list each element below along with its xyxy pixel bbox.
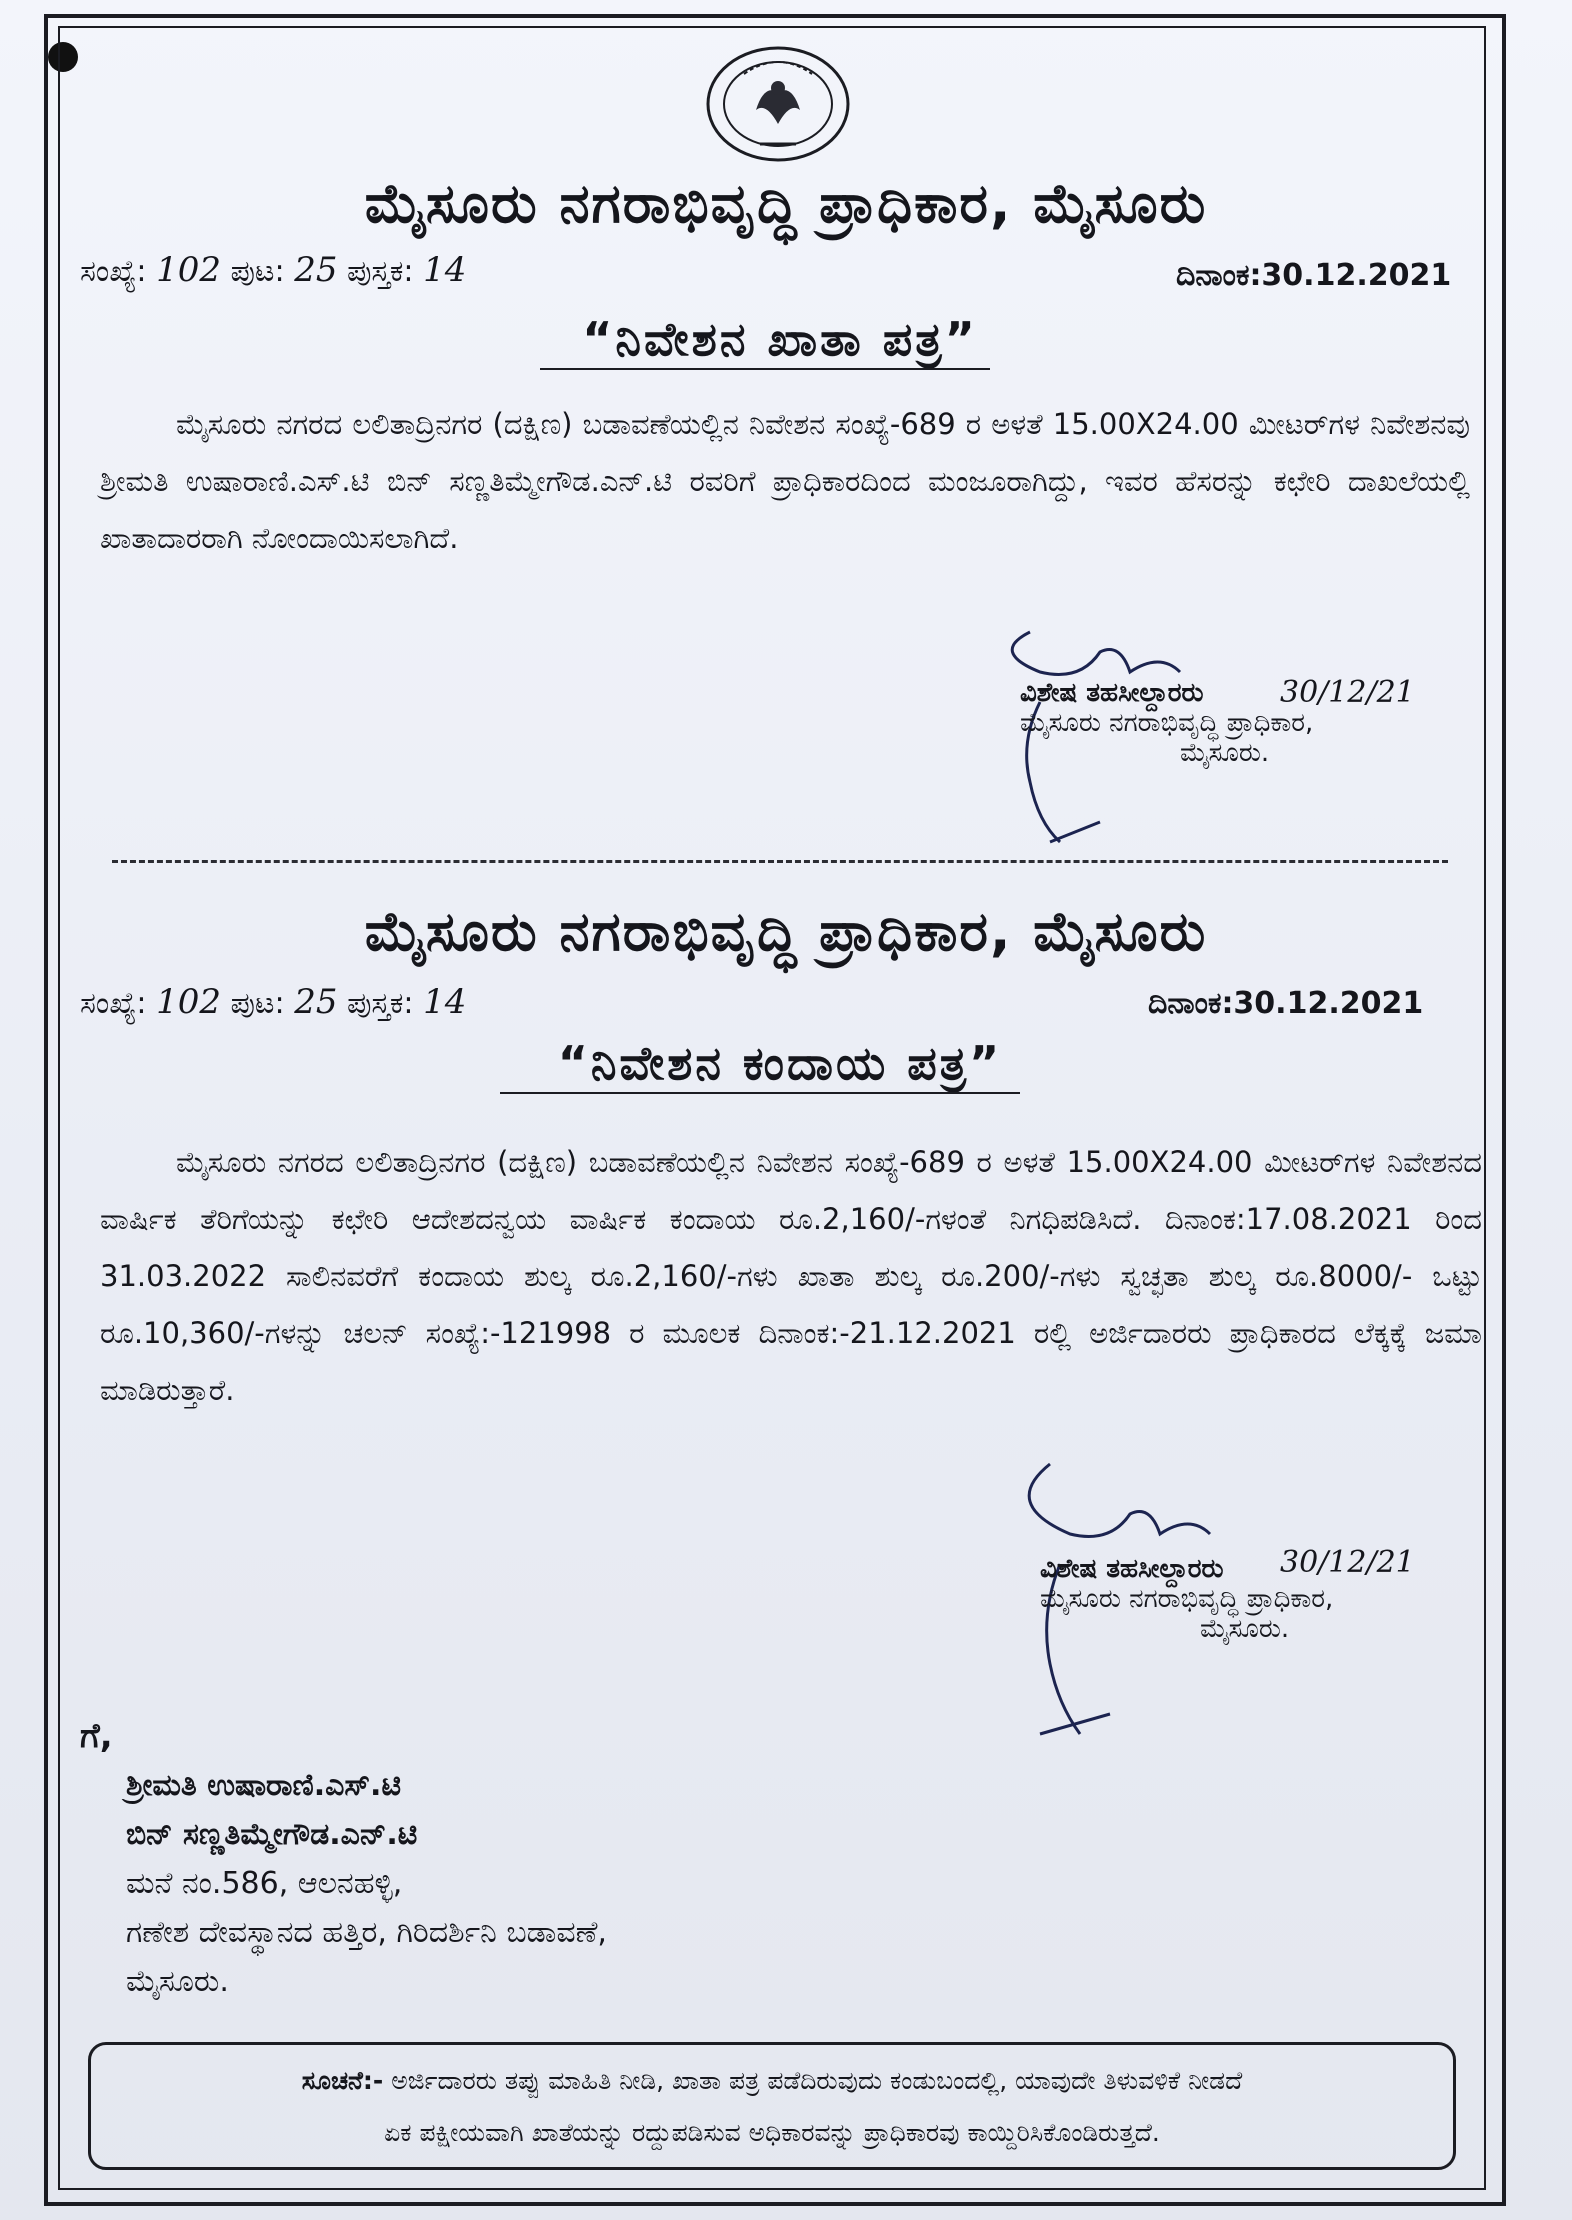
notice-line-1 [91,2055,1453,2107]
address-line: ಬಿನ್ ಸಣ್ಣತಿಮ್ಮೇಗೌಡ.ಎನ್.ಟಿ [126,1817,418,1852]
signatory-title: ವಿಶೇಷ ತಹಸೀಲ್ದಾರರು [1020,678,1204,708]
ref-puta-2: 25 [294,982,338,1022]
ref-sankhye-2: 102 [156,982,221,1022]
signatory-city: ಮೈಸೂರು. [1180,738,1270,768]
ref-label-puta: ಪುಟ: [230,254,285,289]
ref-puta: 25 [294,250,338,290]
notice-text-2: ಏಕ ಪಕ್ಷೀಯವಾಗಿ ಖಾತೆಯನ್ನು ರದ್ದುಪಡಿಸುವ ಅಧಿಕಾರವನ್ನು ಪ್ರಾಧಿಕಾರವು ಕಾಯ್ದಿರಿಸಿಕೊಂಡಿರುತ್ತದೆ. [384,2118,1160,2147]
signatory-title-2: ವಿಶೇಷ ತಹಸೀಲ್ದಾರರು [1040,1554,1224,1584]
signature-date-2: 30/12/21 [1280,1545,1415,1580]
ref-label-sankhye-2: ಸಂಖ್ಯೆ: [80,986,147,1021]
issue-date: ದಿನಾಂಕ:30.12.2021 [1176,258,1452,293]
address-line: ಮೈಸೂರು. [126,1964,229,1999]
ref-label-pustaka-2: ಪುಸ್ತಕ: [347,986,414,1021]
authority-heading: ಮೈಸೂರು ನಗರಾಭಿವೃದ್ಧಿ ಪ್ರಾಧಿಕಾರ, ಮೈಸೂರು [364,172,1208,235]
ref-pustaka-2: 14 [423,982,467,1022]
khata-patra-title: “ನಿವೇಶನ ಖಾತಾ ಪತ್ರ” [582,312,978,366]
kandaya-patra-title: “ನಿವೇಶನ ಕಂದಾಯ ಪತ್ರ” [557,1036,1003,1090]
signatory-city-2: ಮೈಸೂರು. [1200,1614,1290,1644]
address-line: ಗಣೇಶ ದೇವಸ್ಥಾನದ ಹತ್ತಿರ, ಗಿರಿದರ್ಶಿನಿ ಬಡಾವಣೆ, [126,1915,607,1950]
reference-numbers-2 [80,982,466,1022]
notice-label: ಸೂಚನೆ:- [301,2066,384,2095]
ref-label-puta-2: ಪುಟ: [230,986,285,1021]
address-to: ಗೆ, [80,1716,113,1756]
title-underline [540,368,990,370]
cut-line-divider [112,860,1448,863]
recipient-address [80,1712,607,2006]
signature-block-2 [940,1444,1415,1644]
issue-date-2: ದಿನಾಂಕ:30.12.2021 [1148,986,1424,1021]
ref-label-sankhye: ಸಂಖ್ಯೆ: [80,254,147,289]
address-line: ಮನೆ ನಂ.586, ಆಲನಹಳ್ಳಿ, [126,1866,403,1901]
signature-date: 30/12/21 [1280,675,1415,710]
ref-pustaka: 14 [423,250,467,290]
ref-label-pustaka: ಪುಸ್ತಕ: [347,254,414,289]
signatory-office-2: ಮೈಸೂರು ನಗರಾಭಿವೃದ್ಧಿ ಪ್ರಾಧಿಕಾರ, [1040,1584,1334,1614]
khata-body-text: ಮೈಸೂರು ನಗರದ ಲಲಿತಾದ್ರಿನಗರ (ದಕ್ಷಿಣ) ಬಡಾವಣೆಯಲ್ಲಿನ ನಿವೇಶನ ಸಂಖ್ಯೆ-689 ರ ಅಳತೆ 15.00X24.00 ಮೀಟರ್‌ಗಳ ನಿವೇಶನವು ಶ್ರೀಮತಿ ಉಷಾರಾಣಿ.ಎಸ್.ಟಿ ಬಿನ್ ಸಣ್ಣತಿಮ್ಮೇಗೌಡ.ಎನ್.ಟಿ ರವರಿಗೆ ಪ್ರಾಧಿಕಾರದಿಂದ ಮಂಜೂರಾಗಿದ್ದು, ಇವರ ಹೆಸರನ್ನು ಕಛೇರಿ ದಾಖಲೆಯಲ್ಲಿ ಖಾತಾದಾರರಾಗಿ ನೋಂದಾಯಿಸಲಾಗಿದೆ. [100,407,1470,555]
ref-sankhye: 102 [156,250,221,290]
notice-box [88,2042,1456,2170]
authority-seal-icon [704,44,852,164]
signature-block [920,612,1415,768]
address-line: ಶ್ರೀಮತಿ ಉಷಾರಾಣಿ.ಎಸ್.ಟಿ [126,1768,402,1803]
authority-heading-2: ಮೈಸೂರು ನಗರಾಭಿವೃದ್ಧಿ ಪ್ರಾಧಿಕಾರ, ಮೈಸೂರು [364,900,1208,963]
title-underline-2 [500,1092,1020,1094]
signatory-office: ಮೈಸೂರು ನಗರಾಭಿವೃದ್ಧಿ ಪ್ರಾಧಿಕಾರ, [1020,708,1314,738]
kandaya-body-text: ಮೈಸೂರು ನಗರದ ಲಲಿತಾದ್ರಿನಗರ (ದಕ್ಷಿಣ) ಬಡಾವಣೆಯಲ್ಲಿನ ನಿವೇಶನ ಸಂಖ್ಯೆ-689 ರ ಅಳತೆ 15.00X24.00 ಮೀಟರ್‌ಗಳ ನಿವೇಶನದ ವಾರ್ಷಿಕ ತೆರಿಗೆಯನ್ನು ಕಛೇರಿ ಆದೇಶದನ್ವಯ ವಾರ್ಷಿಕ ಕಂದಾಯ ರೂ.2,160/-ಗಳಂತೆ ನಿಗಧಿಪಡಿಸಿದೆ. ದಿನಾಂಕ:17.08.2021 ರಿಂದ 31.03.2022 ಸಾಲಿನವರೆಗೆ ಕಂದಾಯ ಶುಲ್ಕ ರೂ.2,160/-ಗಳು ಖಾತಾ ಶುಲ್ಕ ರೂ.200/-ಗಳು ಸ್ವಚ್ಛತಾ ಶುಲ್ಕ ರೂ.8000/- ಒಟ್ಟು ರೂ.10,360/-ಗಳನ್ನು ಚಲನ್ ಸಂಖ್ಯೆ:-121998 ರ ಮೂಲಕ ದಿನಾಂಕ:-21.12.2021 ರಲ್ಲಿ ಅರ್ಜಿದಾರರು ಪ್ರಾಧಿಕಾರದ ಲೆಕ್ಕಕ್ಕೆ ಜಮಾ ಮಾಡಿರುತ್ತಾರೆ. [100,1145,1482,1407]
notice-text-1: ಅರ್ಜಿದಾರರು ತಪ್ಪು ಮಾಹಿತಿ ನೀಡಿ, ಖಾತಾ ಪತ್ರ ಪಡೆದಿರುವುದು ಕಂಡುಬಂದಲ್ಲಿ, ಯಾವುದೇ ತಿಳುವಳಿಕೆ ನೀಡದೆ [391,2066,1243,2095]
reference-numbers [80,250,466,290]
